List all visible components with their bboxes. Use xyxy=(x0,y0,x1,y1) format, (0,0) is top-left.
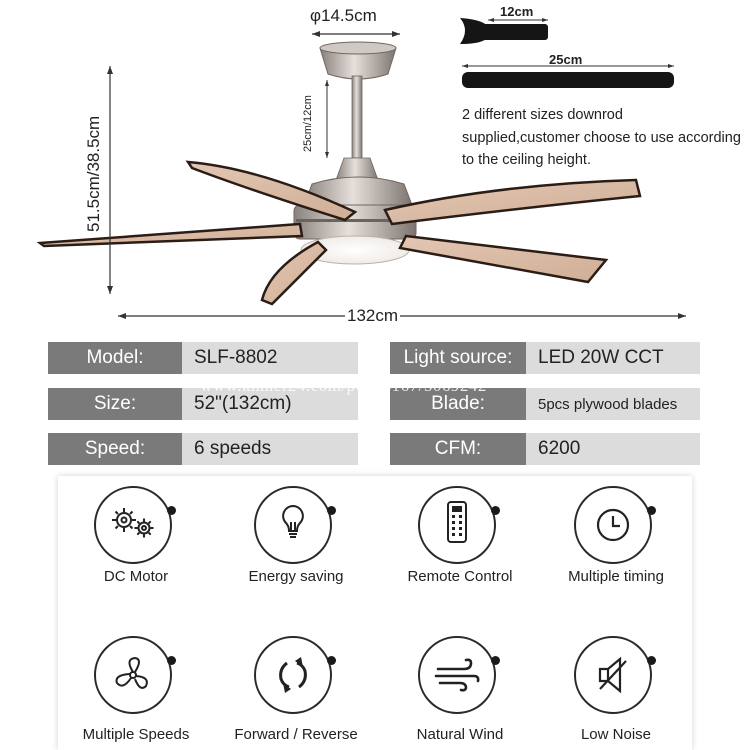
cfm-value: 6200 xyxy=(526,433,700,465)
feature-multiple-speeds xyxy=(56,626,216,750)
speed-label: Speed: xyxy=(48,433,182,465)
gears-icon xyxy=(104,502,162,546)
watermark-text: www.khmer24.com/p6896167/5069242 xyxy=(200,376,487,395)
feature-label: Low Noise xyxy=(580,726,652,743)
feature-energy-saving xyxy=(216,476,376,606)
fan-icon xyxy=(113,655,153,695)
light-source-label: Light source: xyxy=(390,342,526,374)
cfm-label: CFM: xyxy=(390,433,526,465)
feature-dc-motor xyxy=(56,476,216,606)
short-downrod-label: 12cm xyxy=(500,4,534,19)
downrod-note: 2 different sizes downrod supplied,customer choose to use according to the ceiling height. xyxy=(462,107,741,168)
feature-label: Forward / Reverse xyxy=(234,726,358,743)
feature-low-noise xyxy=(536,626,696,750)
model-label: Model: xyxy=(48,342,182,374)
feature-multiple-timing xyxy=(536,476,696,606)
clock-icon xyxy=(595,507,631,543)
feature-label: Remote Control xyxy=(407,568,513,585)
features-panel xyxy=(58,476,692,750)
blade-value: 5pcs plywood blades xyxy=(526,388,700,420)
reverse-arrows-icon xyxy=(273,655,313,695)
mute-icon xyxy=(596,655,632,695)
remote-icon xyxy=(446,500,468,546)
light-source-value: LED 20W CCT xyxy=(526,342,700,374)
wind-icon xyxy=(434,658,480,692)
canopy-diameter-label: φ14.5cm xyxy=(310,6,377,25)
lightbulb-icon xyxy=(278,502,308,546)
feature-remote-control xyxy=(380,476,540,606)
downrod-length-label: 25cm/12cm xyxy=(302,95,314,152)
span-label: 132cm xyxy=(347,306,399,325)
size-value: 52"(132cm) xyxy=(182,388,358,420)
feature-label: Multiple Speeds xyxy=(82,726,190,743)
feature-label: Natural Wind xyxy=(416,726,504,743)
speed-value: 6 speeds xyxy=(182,433,358,465)
feature-forward-reverse xyxy=(216,626,376,750)
size-label: Size: xyxy=(48,388,182,420)
model-value: SLF-8802 xyxy=(182,342,358,374)
height-label: 51.5cm/38.5cm xyxy=(84,115,103,232)
feature-label: Energy saving xyxy=(248,568,344,585)
feature-label: Multiple timing xyxy=(568,568,664,585)
feature-natural-wind xyxy=(380,626,540,750)
blade-label: Blade: xyxy=(390,388,526,420)
long-downrod-label: 25cm xyxy=(549,52,583,67)
product-illustration xyxy=(0,0,750,340)
feature-label: DC Motor xyxy=(103,568,169,585)
